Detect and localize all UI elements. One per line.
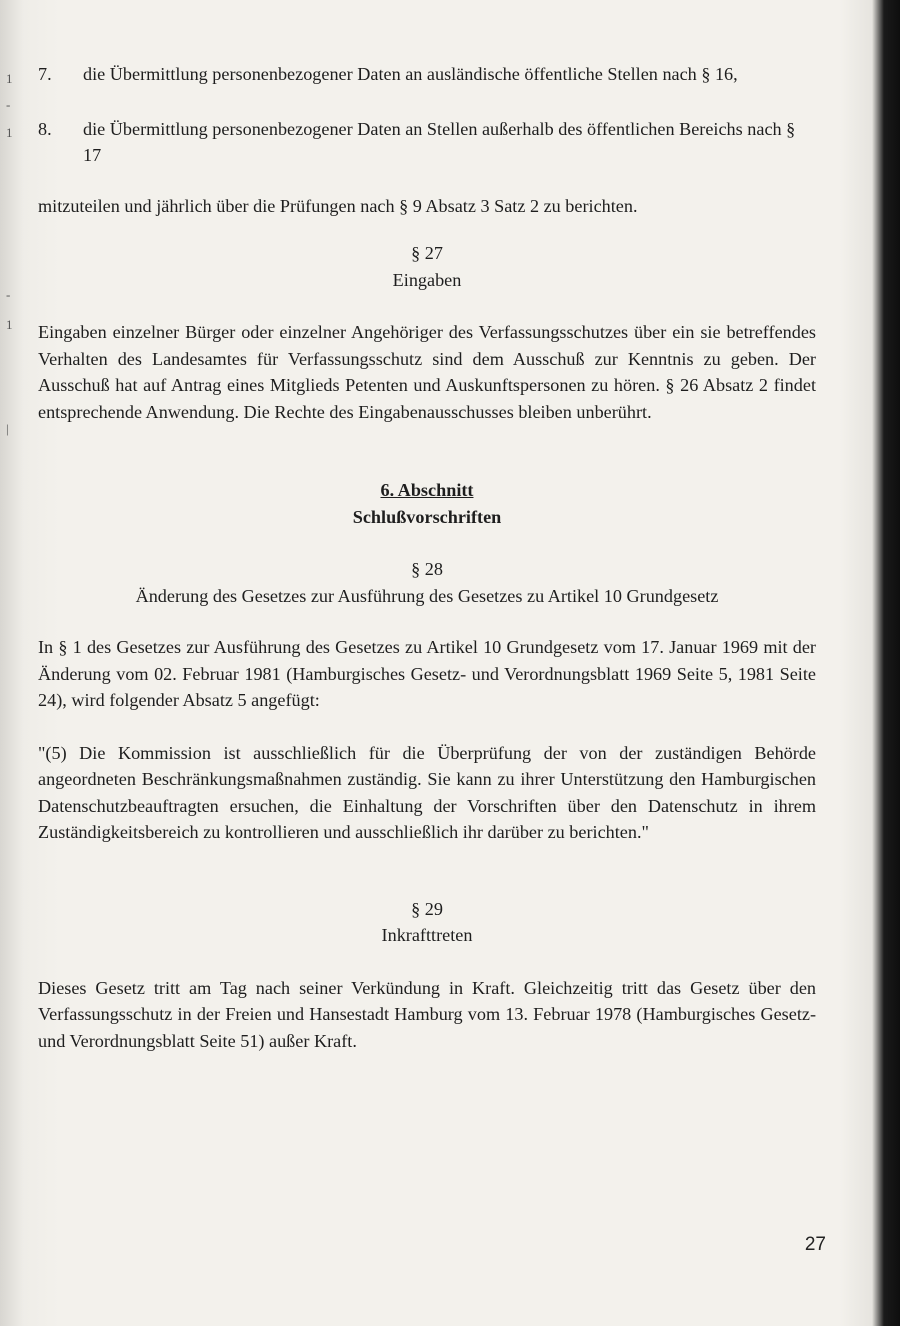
section-number: § 28 <box>411 559 443 579</box>
section-29-paragraph: Dieses Gesetz tritt am Tag nach seiner Verkündung in Kraft. Gleichzeitig tritt das Gesetz über den Verfassungsschutz in der Freien und Hansestadt Hamburg vom 13. Februar 1978 (Hamburgisches Gesetz- und Verordnungsblatt Seite 51) außer Kraft. <box>38 977 816 1051</box>
section-title: Änderung des Gesetzes zur Ausführung des Gesetzes zu Artikel 10 Grundgesetz <box>135 585 719 606</box>
section-number: § 29 <box>411 898 443 919</box>
list-item-number: 7. <box>38 64 52 84</box>
chapter-heading <box>38 477 816 530</box>
chapter-title: Schlußvorschriften <box>352 506 502 527</box>
section-28-heading <box>38 556 816 609</box>
section-27-heading <box>38 240 816 293</box>
section-27-paragraph: Eingaben einzelner Bürger oder einzelner Angehöriger des Verfassungsschutzes über ein sie betreffendes Verhalten des Landesamtes für Verfassungsschutz sind dem Ausschuß zur Kenntnis zu geben. Der Ausschuß hat auf Antrag eines Mitglieds Petenten und Auskunftspersonen zu hören. § 26 Absatz 2 findet entsprechende Anwendung. Die Rechte des Eingabenausschusses bleiben unberührt. <box>38 322 816 422</box>
margin-mark: - <box>6 97 11 112</box>
margin-mark: | <box>6 421 9 436</box>
section-29-heading <box>38 896 816 949</box>
list-item-number: 8. <box>38 118 52 139</box>
margin-mark: - <box>6 287 11 302</box>
margin-mark: 1 <box>6 125 13 140</box>
section-title: Inkrafttreten <box>381 925 473 945</box>
list-followup-text: mitzuteilen und jährlich über die Prüfungen nach § 9 Absatz 3 Satz 2 zu berichten. <box>38 195 638 216</box>
section-title: Eingaben <box>392 269 462 290</box>
section-28-paragraph: In § 1 des Gesetzes zur Ausführung des Gesetzes zu Artikel 10 Grundgesetz vom 17. Januar 1969 mit der Änderung vom 02. Februar 1981 (Hamburgisches Gesetz- und Verordnungsblatt 1969 Seite 5, 1981 Seite 24), wird folgender Absatz 5 angefügt: <box>38 637 816 710</box>
margin-mark: 1 <box>6 71 13 86</box>
section-28-quoted-paragraph: "(5) Die Kommission ist ausschließlich für die Überprüfung der von der zuständigen Behörde angeordneten Beschränkungsmaßnahmen zuständig. Sie kann zu ihrer Unterstützung den Hamburgischen Datenschutzbeauftragten ersuchen, die Einhaltung der Vorschriften über den Datenschutz in ihrem Zuständigkeitsbereich zu kontrollieren und ausschließlich ihr darüber zu berichten." <box>38 742 816 842</box>
binding-margin-marks <box>2 60 16 460</box>
page-number: 27 <box>804 1234 826 1255</box>
chapter-number: 6. Abschnitt <box>380 480 474 500</box>
document-body <box>38 61 816 1054</box>
list-item <box>38 116 816 169</box>
list-item-text: die Übermittlung personenbezogener Daten an ausländische öffentliche Stellen nach § 16, <box>83 64 738 84</box>
section-number: § 27 <box>411 243 443 263</box>
list-item-text: die Übermittlung personenbezogener Daten an Stellen außerhalb des öffentlichen Bereichs nach § 17 <box>83 118 796 165</box>
list-item <box>38 61 816 88</box>
margin-mark: 1 <box>6 317 13 332</box>
